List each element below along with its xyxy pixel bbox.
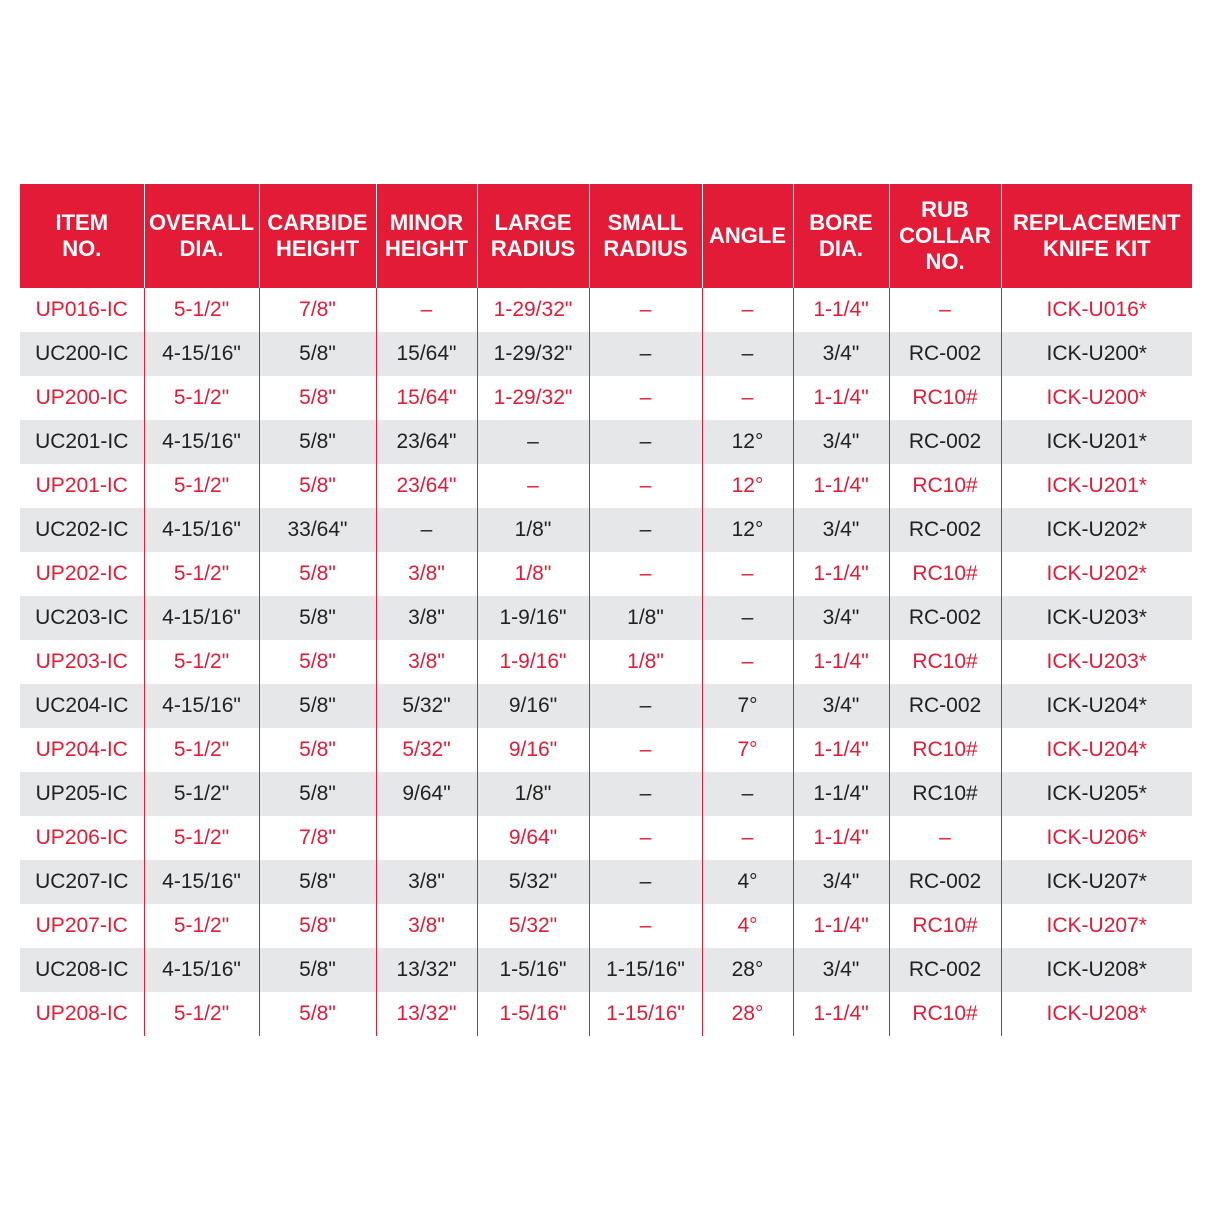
column-header-line: REPLACEMENT xyxy=(1013,210,1181,235)
cell-carbide-height: 5/8" xyxy=(259,596,376,640)
cell-item-no: UP207-IC xyxy=(20,904,144,948)
cell-item-no: UC207-IC xyxy=(20,860,144,904)
cell-small-radius: – xyxy=(589,508,702,552)
cell-bore-dia: 1-1/4" xyxy=(793,376,889,420)
cell-overall-dia: 4-15/16" xyxy=(144,508,259,552)
cell-rub-collar-no: RC10# xyxy=(889,552,1001,596)
column-header-angle xyxy=(702,184,793,288)
column-header-line: OVERALL xyxy=(148,210,255,235)
cell-angle: 7° xyxy=(702,684,793,728)
cell-angle: 28° xyxy=(702,992,793,1036)
table-row xyxy=(20,684,1192,728)
cell-overall-dia: 4-15/16" xyxy=(144,860,259,904)
cell-bore-dia: 3/4" xyxy=(793,508,889,552)
cell-large-radius: 9/16" xyxy=(477,684,589,728)
cell-overall-dia: 5-1/2" xyxy=(144,772,259,816)
column-header-small-radius xyxy=(589,184,702,288)
cell-overall-dia: 5-1/2" xyxy=(144,816,259,860)
cell-minor-height: 23/64" xyxy=(376,464,477,508)
cell-replacement-knife-kit: ICK-U016* xyxy=(1001,288,1192,332)
cell-small-radius: – xyxy=(589,464,702,508)
cell-angle: 4° xyxy=(702,860,793,904)
cell-carbide-height: 33/64" xyxy=(259,508,376,552)
cell-minor-height: 3/8" xyxy=(376,596,477,640)
column-header-line: HEIGHT xyxy=(384,236,469,261)
column-header-overall-dia xyxy=(144,184,259,288)
table-header xyxy=(20,184,1192,288)
cell-bore-dia: 1-1/4" xyxy=(793,772,889,816)
cell-minor-height: 15/64" xyxy=(376,332,477,376)
cell-carbide-height: 5/8" xyxy=(259,420,376,464)
cell-large-radius: 9/16" xyxy=(477,728,589,772)
cell-replacement-knife-kit: ICK-U203* xyxy=(1001,640,1192,684)
column-header-rub-collar-no xyxy=(889,184,1001,288)
cell-carbide-height: 5/8" xyxy=(259,772,376,816)
cell-rub-collar-no: RC10# xyxy=(889,992,1001,1036)
cell-carbide-height: 5/8" xyxy=(259,728,376,772)
cell-bore-dia: 1-1/4" xyxy=(793,552,889,596)
cell-overall-dia: 4-15/16" xyxy=(144,684,259,728)
cell-minor-height: 23/64" xyxy=(376,420,477,464)
cell-small-radius: 1/8" xyxy=(589,640,702,684)
cell-item-no: UC200-IC xyxy=(20,332,144,376)
table-row xyxy=(20,860,1192,904)
table-row xyxy=(20,772,1192,816)
header-row xyxy=(20,184,1192,288)
cell-angle: – xyxy=(702,288,793,332)
cell-item-no: UP204-IC xyxy=(20,728,144,772)
cell-replacement-knife-kit: ICK-U200* xyxy=(1001,376,1192,420)
cell-overall-dia: 5-1/2" xyxy=(144,552,259,596)
column-header-item-no xyxy=(20,184,144,288)
cell-item-no: UP016-IC xyxy=(20,288,144,332)
cell-overall-dia: 5-1/2" xyxy=(144,992,259,1036)
cell-large-radius: 1-29/32" xyxy=(477,332,589,376)
cell-replacement-knife-kit: ICK-U202* xyxy=(1001,508,1192,552)
table-row xyxy=(20,904,1192,948)
cell-small-radius: – xyxy=(589,684,702,728)
cell-bore-dia: 1-1/4" xyxy=(793,992,889,1036)
cell-small-radius: – xyxy=(589,376,702,420)
cell-rub-collar-no: – xyxy=(889,288,1001,332)
cell-item-no: UC202-IC xyxy=(20,508,144,552)
table-row xyxy=(20,992,1192,1036)
cell-bore-dia: 3/4" xyxy=(793,420,889,464)
cell-angle: – xyxy=(702,816,793,860)
cell-item-no: UP205-IC xyxy=(20,772,144,816)
table-row xyxy=(20,948,1192,992)
cell-overall-dia: 5-1/2" xyxy=(144,904,259,948)
column-header-bore-dia xyxy=(793,184,889,288)
cell-item-no: UP203-IC xyxy=(20,640,144,684)
cell-bore-dia: 1-1/4" xyxy=(793,816,889,860)
spec-table xyxy=(20,184,1192,1036)
cell-small-radius: 1-15/16" xyxy=(589,992,702,1036)
cell-large-radius: 1-9/16" xyxy=(477,640,589,684)
cell-replacement-knife-kit: ICK-U201* xyxy=(1001,464,1192,508)
cell-replacement-knife-kit: ICK-U200* xyxy=(1001,332,1192,376)
cell-large-radius: 1/8" xyxy=(477,772,589,816)
column-header-line: DIA. xyxy=(179,236,224,261)
table-row xyxy=(20,640,1192,684)
column-header-line: MINOR xyxy=(389,210,464,235)
cell-bore-dia: 1-1/4" xyxy=(793,640,889,684)
column-header-large-radius xyxy=(477,184,589,288)
column-header-line: ITEM xyxy=(55,210,109,235)
cell-carbide-height: 5/8" xyxy=(259,904,376,948)
cell-angle: 12° xyxy=(702,464,793,508)
cell-carbide-height: 5/8" xyxy=(259,552,376,596)
cell-carbide-height: 5/8" xyxy=(259,684,376,728)
cell-bore-dia: 1-1/4" xyxy=(793,728,889,772)
table-row xyxy=(20,728,1192,772)
table-body xyxy=(20,288,1192,1036)
cell-small-radius: – xyxy=(589,288,702,332)
cell-replacement-knife-kit: ICK-U201* xyxy=(1001,420,1192,464)
cell-carbide-height: 5/8" xyxy=(259,948,376,992)
table-row xyxy=(20,464,1192,508)
cell-minor-height: 3/8" xyxy=(376,552,477,596)
cell-small-radius: – xyxy=(589,332,702,376)
cell-angle: 12° xyxy=(702,508,793,552)
column-header-replacement-knife-kit xyxy=(1001,184,1192,288)
cell-overall-dia: 5-1/2" xyxy=(144,288,259,332)
cell-minor-height: – xyxy=(376,288,477,332)
cell-minor-height: 5/32" xyxy=(376,684,477,728)
cell-large-radius: 1-5/16" xyxy=(477,992,589,1036)
cell-rub-collar-no: RC10# xyxy=(889,728,1001,772)
column-header-line: COLLAR xyxy=(899,223,991,248)
column-header-line: BORE xyxy=(809,210,873,235)
cell-minor-height: 3/8" xyxy=(376,640,477,684)
cell-overall-dia: 4-15/16" xyxy=(144,596,259,640)
cell-small-radius: – xyxy=(589,772,702,816)
cell-carbide-height: 5/8" xyxy=(259,860,376,904)
cell-replacement-knife-kit: ICK-U208* xyxy=(1001,992,1192,1036)
cell-replacement-knife-kit: ICK-U204* xyxy=(1001,684,1192,728)
table-row xyxy=(20,596,1192,640)
cell-rub-collar-no: RC10# xyxy=(889,904,1001,948)
cell-replacement-knife-kit: ICK-U208* xyxy=(1001,948,1192,992)
cell-large-radius: 1-29/32" xyxy=(477,288,589,332)
cell-angle: 7° xyxy=(702,728,793,772)
cell-rub-collar-no: – xyxy=(889,816,1001,860)
cell-rub-collar-no: RC-002 xyxy=(889,596,1001,640)
cell-small-radius: 1/8" xyxy=(589,596,702,640)
cell-small-radius: – xyxy=(589,728,702,772)
cell-overall-dia: 5-1/2" xyxy=(144,640,259,684)
cell-replacement-knife-kit: ICK-U206* xyxy=(1001,816,1192,860)
column-header-carbide-height xyxy=(259,184,376,288)
cell-small-radius: – xyxy=(589,552,702,596)
column-header-line: RADIUS xyxy=(603,236,688,261)
table-row xyxy=(20,816,1192,860)
column-header-line: DIA. xyxy=(819,236,863,261)
cell-angle: 4° xyxy=(702,904,793,948)
cell-bore-dia: 3/4" xyxy=(793,860,889,904)
cell-carbide-height: 5/8" xyxy=(259,332,376,376)
cell-angle: – xyxy=(702,376,793,420)
cell-bore-dia: 1-1/4" xyxy=(793,464,889,508)
column-header-line: NO. xyxy=(62,236,102,261)
cell-item-no: UP200-IC xyxy=(20,376,144,420)
cell-minor-height: 3/8" xyxy=(376,860,477,904)
cell-minor-height: 9/64" xyxy=(376,772,477,816)
cell-item-no: UP201-IC xyxy=(20,464,144,508)
table-row xyxy=(20,420,1192,464)
cell-rub-collar-no: RC10# xyxy=(889,640,1001,684)
cell-large-radius: 9/64" xyxy=(477,816,589,860)
cell-replacement-knife-kit: ICK-U204* xyxy=(1001,728,1192,772)
table-row xyxy=(20,376,1192,420)
cell-minor-height: – xyxy=(376,508,477,552)
cell-large-radius: 1/8" xyxy=(477,508,589,552)
table-row xyxy=(20,508,1192,552)
cell-rub-collar-no: RC10# xyxy=(889,464,1001,508)
cell-carbide-height: 5/8" xyxy=(259,376,376,420)
cell-item-no: UC208-IC xyxy=(20,948,144,992)
cell-bore-dia: 1-1/4" xyxy=(793,288,889,332)
cell-rub-collar-no: RC10# xyxy=(889,376,1001,420)
cell-rub-collar-no: RC-002 xyxy=(889,508,1001,552)
cell-bore-dia: 3/4" xyxy=(793,596,889,640)
cell-rub-collar-no: RC-002 xyxy=(889,948,1001,992)
cell-minor-height: 13/32" xyxy=(376,992,477,1036)
cell-item-no: UC203-IC xyxy=(20,596,144,640)
cell-bore-dia: 3/4" xyxy=(793,948,889,992)
cell-carbide-height: 5/8" xyxy=(259,640,376,684)
cell-small-radius: – xyxy=(589,816,702,860)
cell-carbide-height: 5/8" xyxy=(259,464,376,508)
cell-bore-dia: 1-1/4" xyxy=(793,904,889,948)
cell-overall-dia: 5-1/2" xyxy=(144,728,259,772)
spec-table-container xyxy=(20,184,1192,1036)
cell-item-no: UC204-IC xyxy=(20,684,144,728)
cell-rub-collar-no: RC-002 xyxy=(889,420,1001,464)
cell-angle: – xyxy=(702,596,793,640)
cell-large-radius: 1-29/32" xyxy=(477,376,589,420)
cell-carbide-height: 7/8" xyxy=(259,288,376,332)
cell-rub-collar-no: RC10# xyxy=(889,772,1001,816)
cell-bore-dia: 3/4" xyxy=(793,684,889,728)
cell-small-radius: 1-15/16" xyxy=(589,948,702,992)
cell-replacement-knife-kit: ICK-U203* xyxy=(1001,596,1192,640)
cell-minor-height: 13/32" xyxy=(376,948,477,992)
cell-item-no: UP206-IC xyxy=(20,816,144,860)
cell-carbide-height: 7/8" xyxy=(259,816,376,860)
column-header-line: NO. xyxy=(925,249,965,274)
column-header-line: SMALL xyxy=(607,210,684,235)
column-header-line: LARGE xyxy=(494,210,572,235)
cell-angle: 12° xyxy=(702,420,793,464)
cell-overall-dia: 5-1/2" xyxy=(144,464,259,508)
cell-replacement-knife-kit: ICK-U205* xyxy=(1001,772,1192,816)
cell-minor-height xyxy=(376,816,477,860)
cell-item-no: UC201-IC xyxy=(20,420,144,464)
table-row xyxy=(20,552,1192,596)
cell-large-radius: – xyxy=(477,464,589,508)
cell-large-radius: 1/8" xyxy=(477,552,589,596)
cell-minor-height: 5/32" xyxy=(376,728,477,772)
cell-large-radius: – xyxy=(477,420,589,464)
cell-replacement-knife-kit: ICK-U207* xyxy=(1001,904,1192,948)
cell-rub-collar-no: RC-002 xyxy=(889,332,1001,376)
table-row xyxy=(20,288,1192,332)
cell-overall-dia: 4-15/16" xyxy=(144,420,259,464)
table-row xyxy=(20,332,1192,376)
cell-minor-height: 3/8" xyxy=(376,904,477,948)
cell-carbide-height: 5/8" xyxy=(259,992,376,1036)
column-header-line: CARBIDE xyxy=(267,210,368,235)
column-header-line: ANGLE xyxy=(709,223,786,248)
cell-rub-collar-no: RC-002 xyxy=(889,684,1001,728)
cell-large-radius: 5/32" xyxy=(477,860,589,904)
cell-overall-dia: 4-15/16" xyxy=(144,332,259,376)
cell-large-radius: 1-5/16" xyxy=(477,948,589,992)
cell-minor-height: 15/64" xyxy=(376,376,477,420)
cell-item-no: UP202-IC xyxy=(20,552,144,596)
cell-rub-collar-no: RC-002 xyxy=(889,860,1001,904)
cell-small-radius: – xyxy=(589,904,702,948)
column-header-line: RUB xyxy=(921,197,969,222)
cell-replacement-knife-kit: ICK-U202* xyxy=(1001,552,1192,596)
cell-small-radius: – xyxy=(589,420,702,464)
cell-large-radius: 5/32" xyxy=(477,904,589,948)
cell-item-no: UP208-IC xyxy=(20,992,144,1036)
cell-large-radius: 1-9/16" xyxy=(477,596,589,640)
column-header-line: KNIFE KIT xyxy=(1042,236,1151,261)
cell-small-radius: – xyxy=(589,860,702,904)
column-header-line: HEIGHT xyxy=(275,236,360,261)
cell-angle: – xyxy=(702,772,793,816)
cell-angle: – xyxy=(702,332,793,376)
cell-overall-dia: 4-15/16" xyxy=(144,948,259,992)
column-header-minor-height xyxy=(376,184,477,288)
cell-angle: 28° xyxy=(702,948,793,992)
cell-bore-dia: 3/4" xyxy=(793,332,889,376)
cell-angle: – xyxy=(702,640,793,684)
cell-overall-dia: 5-1/2" xyxy=(144,376,259,420)
column-header-line: RADIUS xyxy=(490,236,576,261)
cell-angle: – xyxy=(702,552,793,596)
cell-replacement-knife-kit: ICK-U207* xyxy=(1001,860,1192,904)
